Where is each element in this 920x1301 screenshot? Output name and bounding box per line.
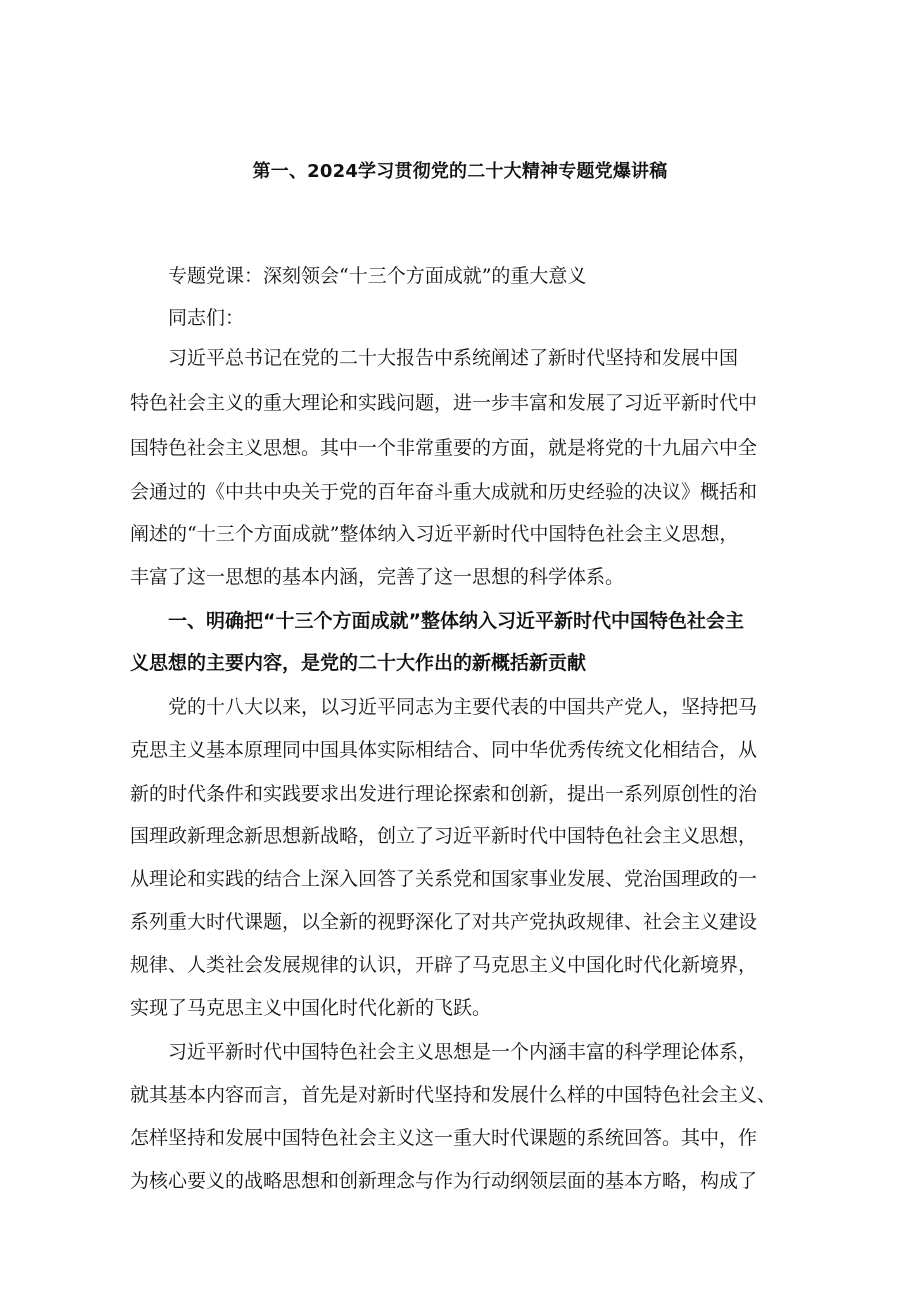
paragraph-line: 规律、人类社会发展规律的认识，开辟了马克思主义中国化时代化新境界， xyxy=(130,954,758,976)
paragraph-line: 从理论和实践的结合上深入回答了关系党和国家事业发展、党治国理政的一 xyxy=(130,868,758,890)
section-heading: 一、明确把“十三个方面成就”整体纳入习近平新时代中国特色社会主 xyxy=(168,610,744,632)
paragraph-line: 国理政新理念新思想新战略，创立了习近平新时代中国特色社会主义思想， xyxy=(130,825,758,847)
paragraph-line: 实现了马克思主义中国化时代化新的飞跃。 xyxy=(130,997,492,1019)
document-subtitle: 专题党课：深刻领会“十三个方面成就”的重大意义 xyxy=(168,265,587,287)
paragraph-line: 克思主义基本原理同中国具体实际相结合、同中华优秀传统文化相结合，从 xyxy=(130,739,758,761)
paragraph-line: 丰富了这一思想的基本内涵，完善了这一思想的科学体系。 xyxy=(130,566,625,588)
paragraph-line: 阐述的“十三个方面成就”整体纳入习近平新时代中国特色社会主义思想， xyxy=(130,523,739,545)
paragraph-line: 会通过的《中共中央关于党的百年奋斗重大成就和历史经验的决议》概括和 xyxy=(130,481,758,503)
paragraph-line: 特色社会主义的重大理论和实践问题，进一步丰富和发展了习近平新时代中 xyxy=(130,392,758,414)
paragraph-line: 习近平新时代中国特色社会主义思想是一个内涵丰富的科学理论体系， xyxy=(168,1041,758,1063)
paragraph-line: 怎样坚持和发展中国特色社会主义这一重大时代课题的系统回答。其中，作 xyxy=(130,1127,758,1149)
salutation: 同志们： xyxy=(168,307,245,329)
paragraph-line: 系列重大时代课题，以全新的视野深化了对共产党执政规律、社会主义建设 xyxy=(130,911,758,933)
paragraph-line: 就其基本内容而言，首先是对新时代坚持和发展什么样的中国特色社会主义、 xyxy=(130,1084,777,1106)
section-heading: 义思想的主要内容，是党的二十大作出的新概括新贡献 xyxy=(130,652,587,674)
paragraph-line: 习近平总书记在党的二十大报告中系统阐述了新时代坚持和发展中国 xyxy=(168,347,739,369)
document-title: 第一、2024学习贯彻党的二十大精神专题党爆讲稿 xyxy=(252,161,668,182)
paragraph-line: 新的时代条件和实践要求出发进行理论探索和创新，提出一系列原创性的治 xyxy=(130,783,758,805)
paragraph-line: 国特色社会主义思想。其中一个非常重要的方面，就是将党的十九届六中全 xyxy=(130,437,758,459)
paragraph-line: 为核心要义的战略思想和创新理念与作为行动纲领层面的基本方略，构成了 xyxy=(130,1170,758,1192)
paragraph-line: 党的十八大以来，以习近平同志为主要代表的中国共产党人，坚持把马 xyxy=(168,696,758,718)
